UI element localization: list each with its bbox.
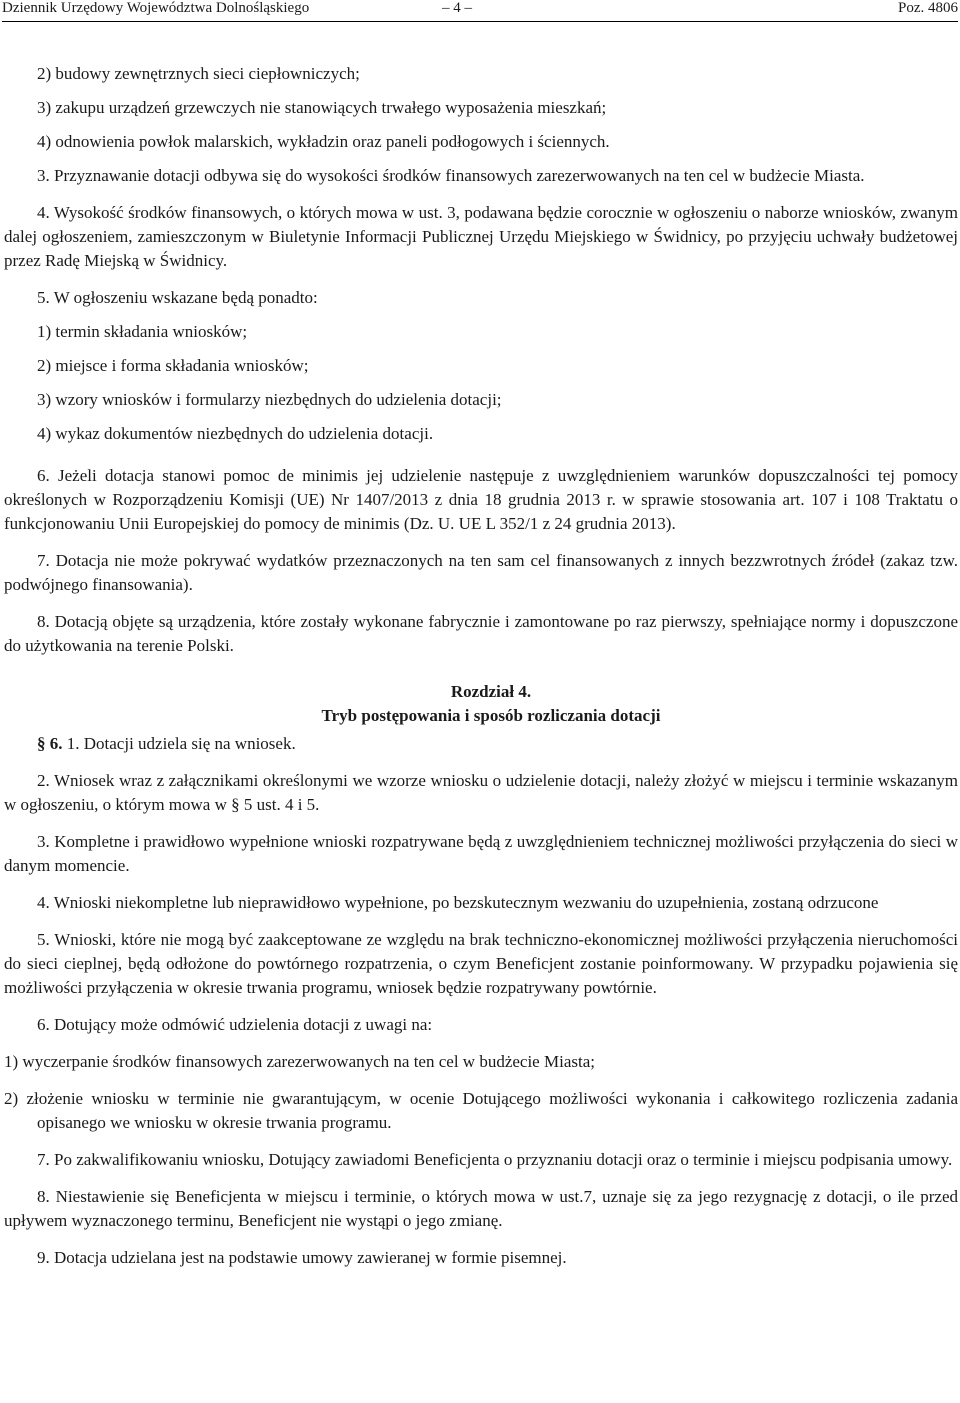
list-item: 2) miejsce i forma składania wniosków; [37, 356, 309, 375]
section-6-paragraph-5: 5. Wnioski, które nie mogą być zaakceptowane ze względu na brak techniczno-ekonomicznej możliwości przyłączenia nieruchomości do sieci cieplnej, będą odłożone do powtórnego rozpatrzenia, o czym Beneficjent zostanie poinformowany. W przypadku pojawienia się możliwości przyłączenia w okresie trwania programu, wniosek będzie rozpatrywany powtórnie. [4, 930, 958, 997]
list-item: 3) wzory wniosków i formularzy niezbędnych do udzielenia dotacji; [37, 390, 502, 409]
list-item: 1) wyczerpanie środków finansowych zarezerwowanych na ten cel w budżecie Miasta; [4, 1052, 595, 1071]
position-number: Poz. 4806 [898, 0, 958, 16]
section-6-paragraph-2: 2. Wniosek wraz z załącznikami określonymi we wzorze wniosku o udzielenie dotacji, należy złożyć w miejscu i terminie wskazanym w ogłoszeniu, o którym mowa w § 5 ust. 4 i 5. [4, 771, 958, 814]
section-6-paragraph-8: 8. Niestawienie się Beneficjenta w miejscu i terminie, o których mowa w ust.7, uznaje się za jego rezygnację z dotacji, o ile przed upływem wyznaczonego terminu, Beneficjent nie wystąpi o jego zmianę. [4, 1187, 958, 1230]
page-number: – 4 – [442, 0, 472, 16]
paragraph-3: 3. Przyznawanie dotacji odbywa się do wysokości środków finansowych zarezerwowanych na ten cel w budżecie Miasta. [37, 166, 865, 185]
paragraph-7: 7. Dotacja nie może pokrywać wydatków przeznaczonych na ten sam cel finansowanych z innych bezzwrotnych źródeł (zakaz tzw. podwójnego finansowania). [4, 551, 958, 594]
paragraph-4: 4. Wysokość środków finansowych, o których mowa w ust. 3, podawana będzie corocznie w ogłoszeniu o naborze wniosków, zwanym dalej ogłoszeniem, zamieszczonym w Biuletynie Informacji Publicznej Urzędu Miejskiego w Świdnicy, po przyjęciu uchwały budżetowej przez Radę Miejską w Świdnicy. [4, 203, 958, 270]
chapter-number: Rozdział 4. [450, 682, 532, 701]
journal-title: Dziennik Urzędowy Województwa Dolnośląskiego [2, 0, 310, 16]
section-6-paragraph-4: 4. Wnioski niekompletne lub nieprawidłowo wypełnione, po bezskutecznym wezwaniu do uzupełnienia, zostaną odrzucone [37, 893, 879, 912]
document-body [4, 62, 958, 1270]
list-item: 4) wykaz dokumentów niezbędnych do udzielenia dotacji. [37, 424, 434, 443]
section-mark: § 6. [37, 734, 63, 753]
list-item: 2) złożenie wniosku w terminie nie gwarantującym, w ocenie Dotującego możliwości wykonania i całkowitego rozliczenia zadania opisanego we wniosku w okresie trwania programu. [4, 1089, 958, 1132]
list-item: 4) odnowienia powłok malarskich, wykładzin oraz paneli podłogowych i ściennych. [37, 132, 610, 151]
section-6-paragraph-3: 3. Kompletne i prawidłowo wypełnione wnioski rozpatrywane będą z uwzględnieniem technicznej możliwości przyłączenia do sieci w danym momencie. [4, 832, 958, 875]
list-item: 1) termin składania wniosków; [37, 322, 248, 341]
section-6-paragraph-6: 6. Dotujący może odmówić udzielenia dotacji z uwagi na: [37, 1015, 433, 1034]
paragraph-8: 8. Dotacją objęte są urządzenia, które zostały wykonane fabrycznie i zamontowane po raz pierwszy, spełniające normy i dopuszczone do użytkowania na terenie Polski. [4, 612, 958, 655]
chapter-title: Tryb postępowania i sposób rozliczania dotacji [321, 706, 661, 725]
section-6-paragraph-1 [4, 732, 958, 756]
section-6-p1-text: 1. Dotacji udziela się na wniosek. [66, 734, 296, 753]
list-item: 3) zakupu urządzeń grzewczych nie stanowiących trwałego wyposażenia mieszkań; [37, 98, 607, 117]
list-item: 2) budowy zewnętrznych sieci ciepłowniczych; [37, 64, 360, 83]
chapter-heading [4, 680, 958, 728]
paragraph-5: 5. W ogłoszeniu wskazane będą ponadto: [37, 288, 318, 307]
section-6-paragraph-9: 9. Dotacja udzielana jest na podstawie umowy zawieranej w formie pisemnej. [37, 1248, 567, 1267]
page-header [2, 0, 958, 22]
paragraph-6: 6. Jeżeli dotacja stanowi pomoc de minimis jej udzielenie następuje z uwzględnieniem warunków dopuszczalności tej pomocy określonych w Rozporządzeniu Komisji (UE) Nr 1407/2013 z dnia 18 grudnia 2013 r. w sprawie stosowania art. 107 i 108 Traktatu o funkcjonowaniu Unii Europejskiej do pomocy de minimis (Dz. U. UE L 352/1 z 24 grudnia 2013). [4, 466, 958, 533]
section-6-paragraph-7: 7. Po zakwalifikowaniu wniosku, Dotujący zawiadomi Beneficjenta o przyznaniu dotacji oraz o terminie i miejscu podpisania umowy. [37, 1150, 953, 1169]
